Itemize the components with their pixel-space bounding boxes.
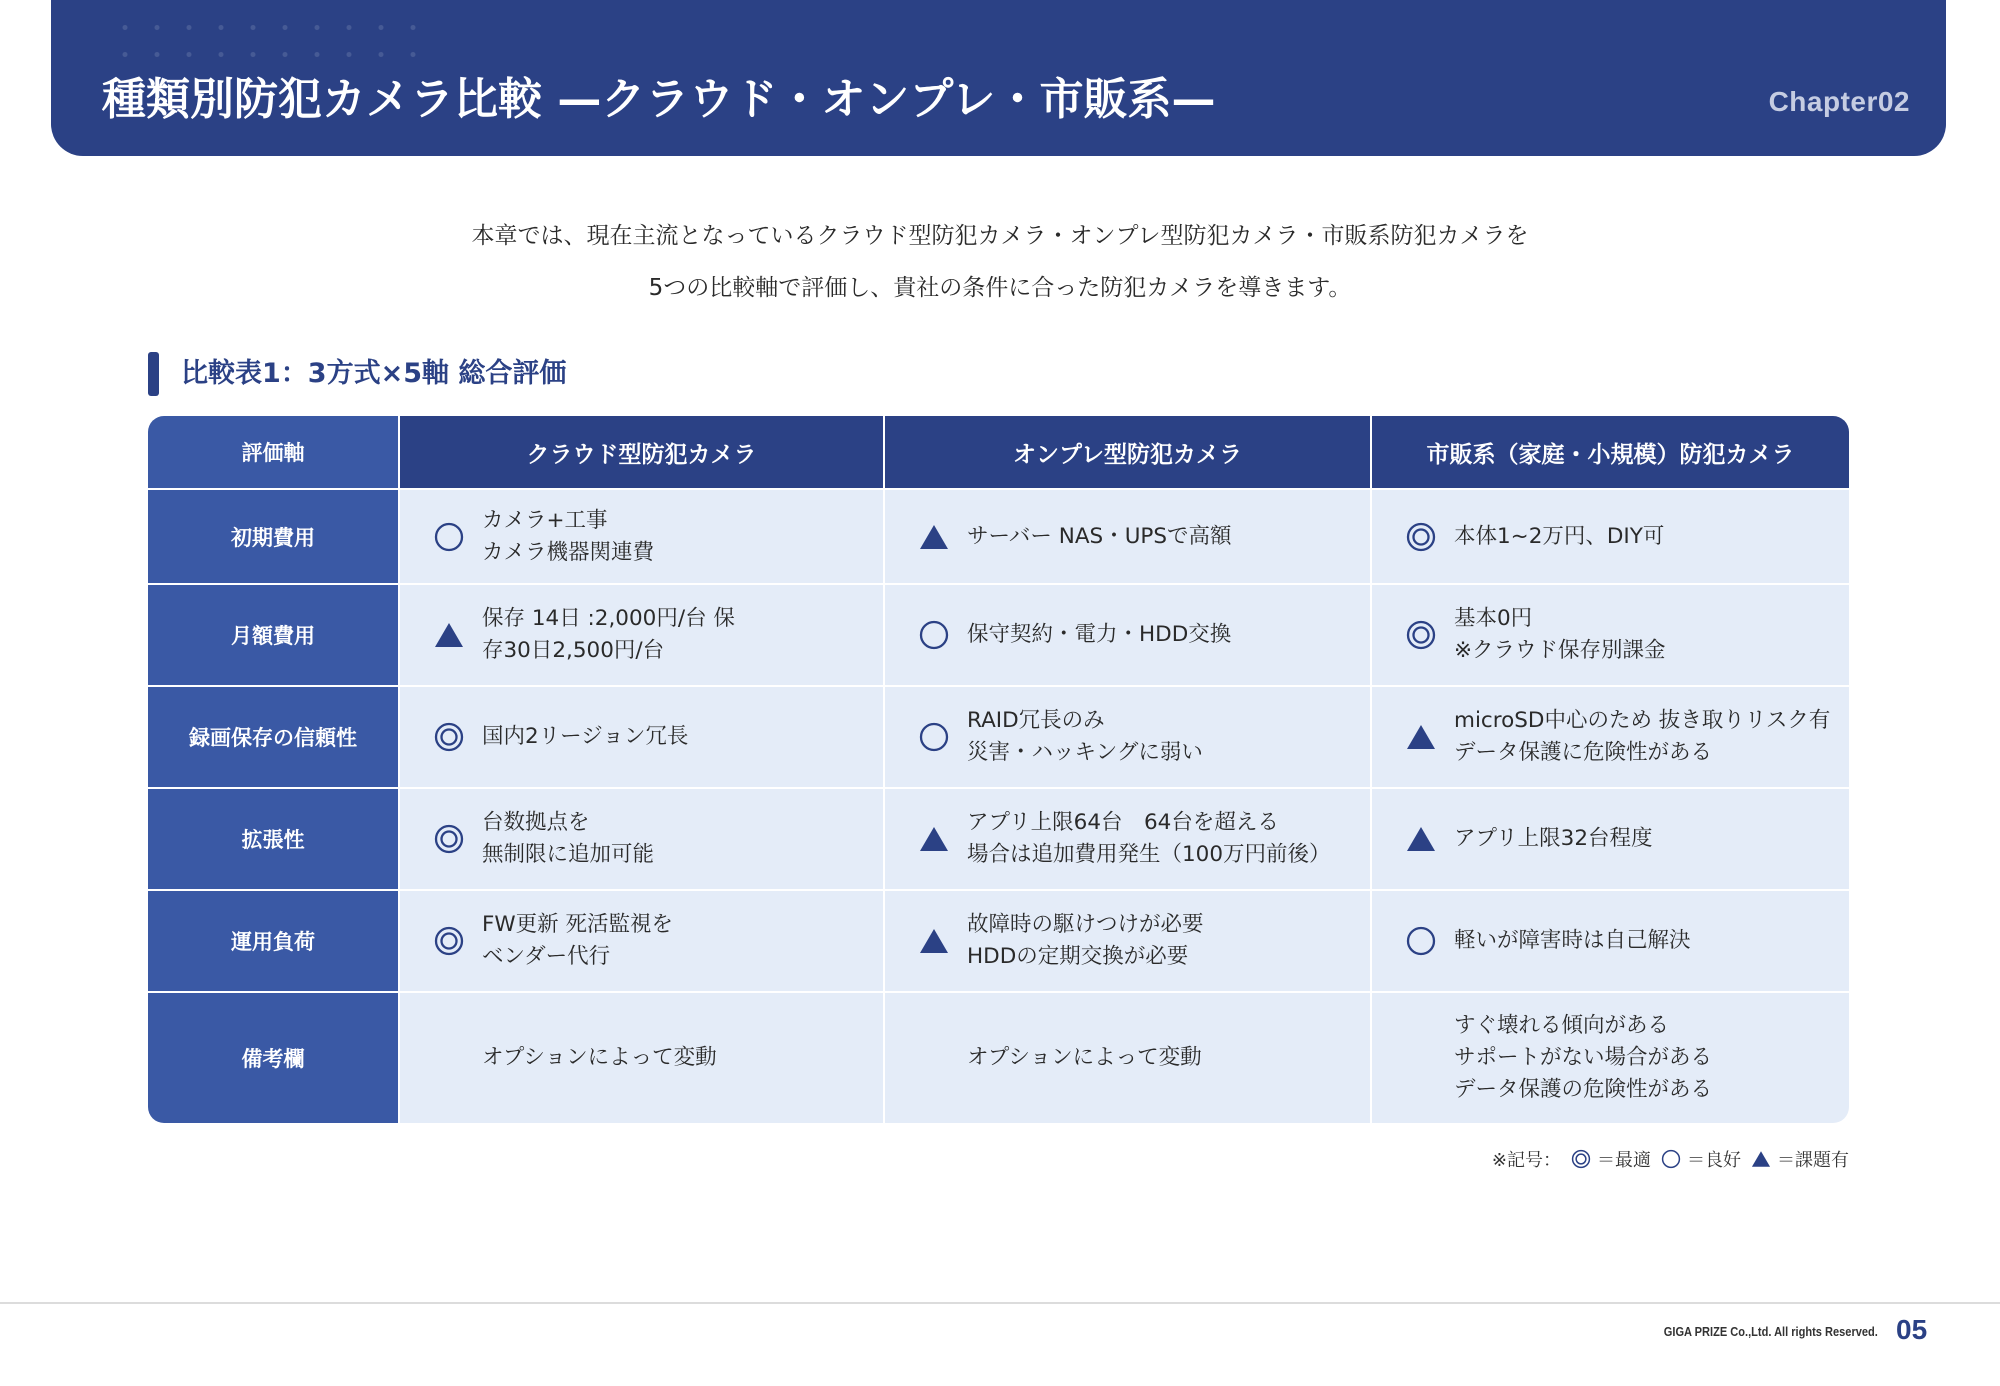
legend-label-good: ＝良好	[1687, 1150, 1741, 1171]
cell-text	[482, 603, 735, 667]
cell-text	[967, 909, 1204, 973]
cell-text-line: 保守契約・電力・HDD交換	[967, 622, 1232, 647]
cell-text-line: データ保護の危険性がある	[1454, 1077, 1713, 1102]
table-cell	[1372, 789, 1849, 889]
footer-copyright: GIGA PRIZE Co.,Ltd. All rights Reserved.	[1663, 1324, 1878, 1339]
cell-text	[1454, 603, 1666, 667]
empty-mark-slot	[1404, 1041, 1438, 1075]
legend-label-issue: ＝課題有	[1777, 1150, 1849, 1171]
cell-text	[1454, 705, 1830, 769]
column-header-axis: 評価軸	[148, 416, 398, 488]
header-dot-pattern	[109, 14, 429, 68]
cell-text-line: microSD中心のため 抜き取りリスク有	[1454, 708, 1831, 733]
table-cell	[1372, 891, 1849, 991]
empty-mark-slot	[917, 1041, 951, 1075]
triangle-icon	[432, 618, 466, 652]
cell-text	[1454, 1010, 1712, 1106]
row-header: 初期費用	[148, 490, 398, 583]
cell-text	[482, 505, 654, 569]
table-cell	[400, 789, 883, 889]
column-header-retail: 市販系（家庭・小規模）防犯カメラ	[1372, 416, 1849, 488]
table-cell	[400, 585, 883, 685]
legend-prefix: ※記号：	[1491, 1150, 1561, 1171]
cell-text	[967, 807, 1331, 871]
chapter-label: Chapter02	[1768, 86, 1910, 117]
section-accent-bar	[148, 352, 159, 396]
row-header: 録画保存の信頼性	[148, 687, 398, 787]
table-cell	[885, 891, 1370, 991]
cell-text-line: ※クラウド保存別課金	[1454, 638, 1666, 663]
page-number: 05	[1896, 1314, 1928, 1345]
triangle-icon	[1404, 822, 1438, 856]
table-cell	[1372, 687, 1849, 787]
circle-icon	[432, 520, 466, 554]
table-cell	[1372, 585, 1849, 685]
table-cell	[885, 490, 1370, 583]
cell-text	[482, 1042, 717, 1074]
legend-label-best: ＝最適	[1597, 1150, 1651, 1171]
triangle-icon	[917, 924, 951, 958]
footer-divider	[0, 1302, 2000, 1304]
cell-text	[482, 807, 654, 871]
circle-icon	[1660, 1148, 1682, 1170]
cell-text	[967, 1042, 1202, 1074]
table-cell	[1372, 490, 1849, 583]
cell-text-line: 国内2リージョン冗長	[482, 724, 689, 749]
triangle-icon	[917, 520, 951, 554]
cell-text-line: 軽いが障害時は自己解決	[1454, 928, 1691, 953]
cell-text-line: アプリ上限32台程度	[1454, 826, 1653, 851]
row-header: 拡張性	[148, 789, 398, 889]
double-circle-icon	[432, 720, 466, 754]
cell-text-line: サーバー NAS・UPSで高額	[967, 523, 1232, 549]
cell-text	[967, 521, 1232, 553]
cell-text	[1454, 521, 1664, 553]
cell-text-line: オプションによって変動	[967, 1045, 1202, 1070]
cell-text-line: すぐ壊れる傾向がある	[1454, 1013, 1670, 1038]
cell-text-line: 本体1~2万円、DIY可	[1454, 523, 1665, 549]
double-circle-icon	[432, 924, 466, 958]
triangle-icon	[917, 822, 951, 856]
table-cell	[400, 687, 883, 787]
cell-text	[967, 619, 1231, 651]
intro-line: 5つの比較軸で評価し、貴社の条件に合った防犯カメラを導きます。	[648, 275, 1352, 301]
cell-text	[1454, 823, 1653, 855]
page-title: 種類別防犯カメラ比較 —クラウド・オンプレ・市販系—	[102, 74, 1216, 125]
cell-text-line: 保存 14日 :2,000円/台 保	[482, 606, 735, 631]
cell-text	[1454, 925, 1691, 957]
cell-text-line: 基本0円	[1454, 606, 1533, 631]
cell-text-line: 台数拠点を	[482, 810, 590, 835]
row-header: 月額費用	[148, 585, 398, 685]
triangle-icon	[1750, 1148, 1772, 1170]
table-cell	[885, 585, 1370, 685]
cell-text-line: RAID冗長のみ	[967, 708, 1105, 733]
table-cell	[400, 891, 883, 991]
intro-text	[0, 210, 2000, 314]
triangle-icon	[1404, 720, 1438, 754]
header-banner	[51, 0, 1946, 156]
cell-text-line: 無制限に追加可能	[482, 842, 655, 867]
comparison-table	[148, 416, 1849, 1123]
row-header: 備考欄	[148, 993, 398, 1123]
symbol-legend	[1492, 1145, 1849, 1173]
cell-text-line: 故障時の駆けつけが必要	[967, 912, 1204, 937]
row-header: 運用負荷	[148, 891, 398, 991]
table-cell	[885, 993, 1370, 1123]
cell-text-line: オプションによって変動	[482, 1045, 717, 1070]
column-header-cloud: クラウド型防犯カメラ	[400, 416, 883, 488]
cell-text-line: ベンダー代行	[482, 944, 611, 969]
cell-text-line: 存30日2,500円/台	[482, 638, 665, 663]
table-cell	[1372, 993, 1849, 1123]
double-circle-icon	[1404, 618, 1438, 652]
cell-text-line: アプリ上限64台 64台を超える	[967, 810, 1279, 835]
table-cell	[885, 789, 1370, 889]
cell-text	[482, 909, 673, 973]
cell-text	[482, 721, 688, 753]
section-title: 比較表1：3方式×5軸 総合評価	[181, 358, 567, 389]
circle-icon	[917, 618, 951, 652]
intro-line: 本章では、現在主流となっているクラウド型防犯カメラ・オンプレ型防犯カメラ・市販系防犯カメラを	[471, 223, 1529, 249]
double-circle-icon	[432, 822, 466, 856]
cell-text-line: データ保護に危険性がある	[1454, 740, 1713, 765]
double-circle-icon	[1570, 1148, 1592, 1170]
cell-text-line: サポートがない場合がある	[1454, 1045, 1713, 1070]
table-cell	[400, 993, 883, 1123]
cell-text	[967, 705, 1203, 769]
table-cell	[400, 490, 883, 583]
table-cell	[885, 687, 1370, 787]
circle-icon	[1404, 924, 1438, 958]
empty-mark-slot	[432, 1041, 466, 1075]
circle-icon	[917, 720, 951, 754]
cell-text-line: HDDの定期交換が必要	[967, 944, 1189, 969]
cell-text-line: 場合は追加費用発生（100万円前後）	[967, 842, 1331, 867]
cell-text-line: FW更新 死活監視を	[482, 912, 673, 937]
cell-text-line: カメラ+工事	[482, 507, 608, 533]
cell-text-line: カメラ機器関連費	[482, 539, 655, 565]
double-circle-icon	[1404, 520, 1438, 554]
column-header-onpremise: オンプレ型防犯カメラ	[885, 416, 1370, 488]
cell-text-line: 災害・ハッキングに弱い	[967, 740, 1203, 765]
